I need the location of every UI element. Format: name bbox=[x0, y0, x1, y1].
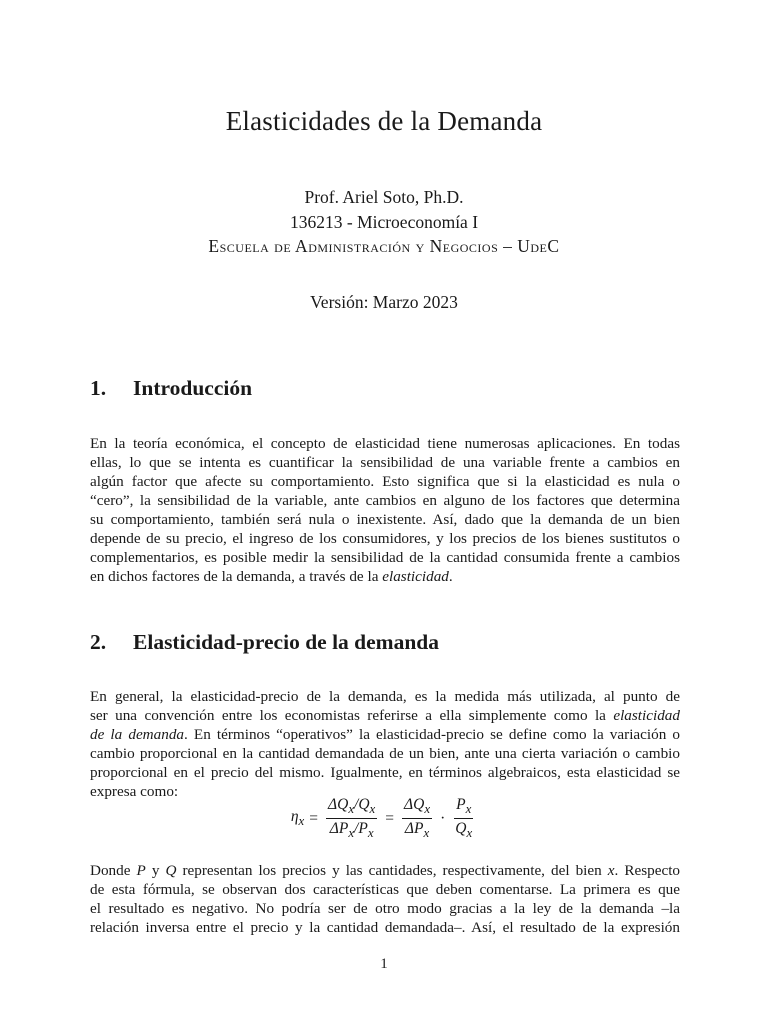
section2-paragraph bbox=[90, 687, 680, 801]
delta-p: ΔP bbox=[329, 820, 349, 838]
text-line bbox=[90, 725, 680, 744]
math-symbol: P bbox=[136, 862, 146, 879]
section-number: 2. bbox=[90, 630, 107, 654]
delta-q: ΔQ bbox=[404, 796, 425, 813]
numerator bbox=[326, 796, 377, 819]
text-run: Donde bbox=[90, 862, 137, 879]
intro-paragraph bbox=[90, 434, 680, 586]
fraction-1 bbox=[326, 796, 377, 841]
text-run: en dichos factores de la demanda, a través de la bbox=[90, 568, 383, 585]
course: 136213 - Microeconomía I bbox=[289, 212, 479, 232]
q-symbol: Q bbox=[455, 820, 467, 838]
text-line: su comportamiento, también será nula o inexistente. Así, dado que la demanda de un bien bbox=[90, 511, 680, 528]
dot-operator: · bbox=[440, 809, 446, 827]
fraction-2 bbox=[402, 796, 432, 841]
emphasis-text: elasticidad bbox=[382, 568, 449, 585]
text-line: “cero”, la sensibilidad de la variable, ante cambios en alguno de los factores que determina bbox=[90, 492, 680, 509]
text-run: . bbox=[448, 568, 453, 585]
text-line: En general, la elasticidad-precio de la demanda, es la medida más utilizada, al punto de bbox=[90, 688, 680, 705]
q-term: /Q bbox=[354, 796, 370, 813]
subscript: x bbox=[348, 801, 355, 817]
version: Versión: Marzo 2023 bbox=[310, 292, 458, 312]
text-line: algún factor que afecte su comportamiento. Esto significa que si la elasticidad es nula o bbox=[90, 473, 680, 490]
subscript: x bbox=[465, 801, 472, 817]
section-number: 1. bbox=[90, 376, 107, 400]
denominator bbox=[453, 819, 474, 841]
text-line: complementarios, es posible medir la sensibilidad de la cantidad consumida frente a cambios bbox=[90, 549, 680, 566]
math-symbol: Q bbox=[165, 862, 177, 879]
equals-sign: = bbox=[385, 809, 395, 827]
subscript: x bbox=[369, 801, 376, 817]
p-symbol: P bbox=[456, 796, 466, 813]
elasticity-equation bbox=[0, 796, 768, 841]
fraction-3 bbox=[453, 796, 474, 841]
subscript: x bbox=[466, 825, 473, 841]
text-line: depende de su precio, el ingreso de los consumidores, y los precios de los bienes sustitutos o bbox=[90, 530, 680, 547]
section-heading-2 bbox=[90, 630, 439, 655]
text-line: relación inversa entre el precio y la cantidad demandada–. Así, el resultado de la expresión bbox=[90, 919, 680, 936]
text-line bbox=[90, 706, 680, 725]
denominator bbox=[328, 819, 376, 841]
subscript: x bbox=[424, 801, 431, 817]
subscript: x bbox=[348, 825, 355, 841]
text-line: En la teoría económica, el concepto de elasticidad tiene numerosas aplicaciones. En todas bbox=[90, 435, 680, 452]
denominator bbox=[403, 819, 431, 841]
p-term: /P bbox=[354, 820, 368, 838]
document-title: Elasticidades de la Demanda bbox=[225, 106, 543, 136]
after-equation-paragraph bbox=[90, 861, 680, 937]
text-line: expresa como: bbox=[90, 783, 179, 800]
subscript: x bbox=[298, 813, 305, 829]
author: Prof. Ariel Soto, Ph.D. bbox=[304, 187, 464, 207]
numerator bbox=[402, 796, 432, 819]
school: Escuela de Administración y Negocios – UdeC bbox=[208, 236, 560, 256]
text-line: ellas, lo que se intenta es cuantificar la sensibilidad de una variable frente a cambios en bbox=[90, 454, 680, 471]
delta-q: ΔQ bbox=[328, 796, 349, 813]
text-run: ser una convención entre los economistas referirse a ella simplemente como la bbox=[90, 707, 614, 724]
page-number: 1 bbox=[380, 956, 388, 972]
text-line: el resultado es negativo. No podría ser de otro modo gracias a la ley de la demanda –la bbox=[90, 900, 680, 917]
emphasis-text: de la demanda bbox=[90, 726, 185, 743]
equals-sign: = bbox=[309, 809, 319, 827]
text-line bbox=[90, 861, 680, 880]
section-title: Elasticidad-precio de la demanda bbox=[133, 630, 439, 654]
text-line: cambio proporcional en la cantidad demandada de un bien, ante una cierta variación o cambio bbox=[90, 745, 680, 762]
eta-symbol bbox=[291, 808, 304, 829]
text-line bbox=[90, 567, 680, 586]
delta-p: ΔP bbox=[404, 820, 424, 838]
subscript: x bbox=[367, 825, 374, 841]
text-line: de esta fórmula, se observan dos características que deben comentarse. La primera es que bbox=[90, 881, 680, 898]
text-line: proporcional en el precio del mismo. Igualmente, en términos algebraicos, esta elasticidad se bbox=[90, 764, 680, 781]
eta-letter: η bbox=[290, 808, 299, 826]
text-run: . Respecto bbox=[614, 862, 681, 879]
emphasis-text: elasticidad bbox=[613, 707, 680, 724]
text-run: representan los precios y las cantidades, respectivamente, del bien bbox=[176, 862, 608, 879]
text-run: y bbox=[145, 862, 166, 879]
subscript: x bbox=[423, 825, 430, 841]
math-symbol: x bbox=[607, 862, 615, 879]
numerator bbox=[454, 796, 473, 819]
text-run: . En términos “operativos” la elasticidad-precio se define como la variación o bbox=[184, 726, 680, 743]
section-heading-1 bbox=[90, 376, 252, 401]
section-title: Introducción bbox=[133, 376, 253, 400]
